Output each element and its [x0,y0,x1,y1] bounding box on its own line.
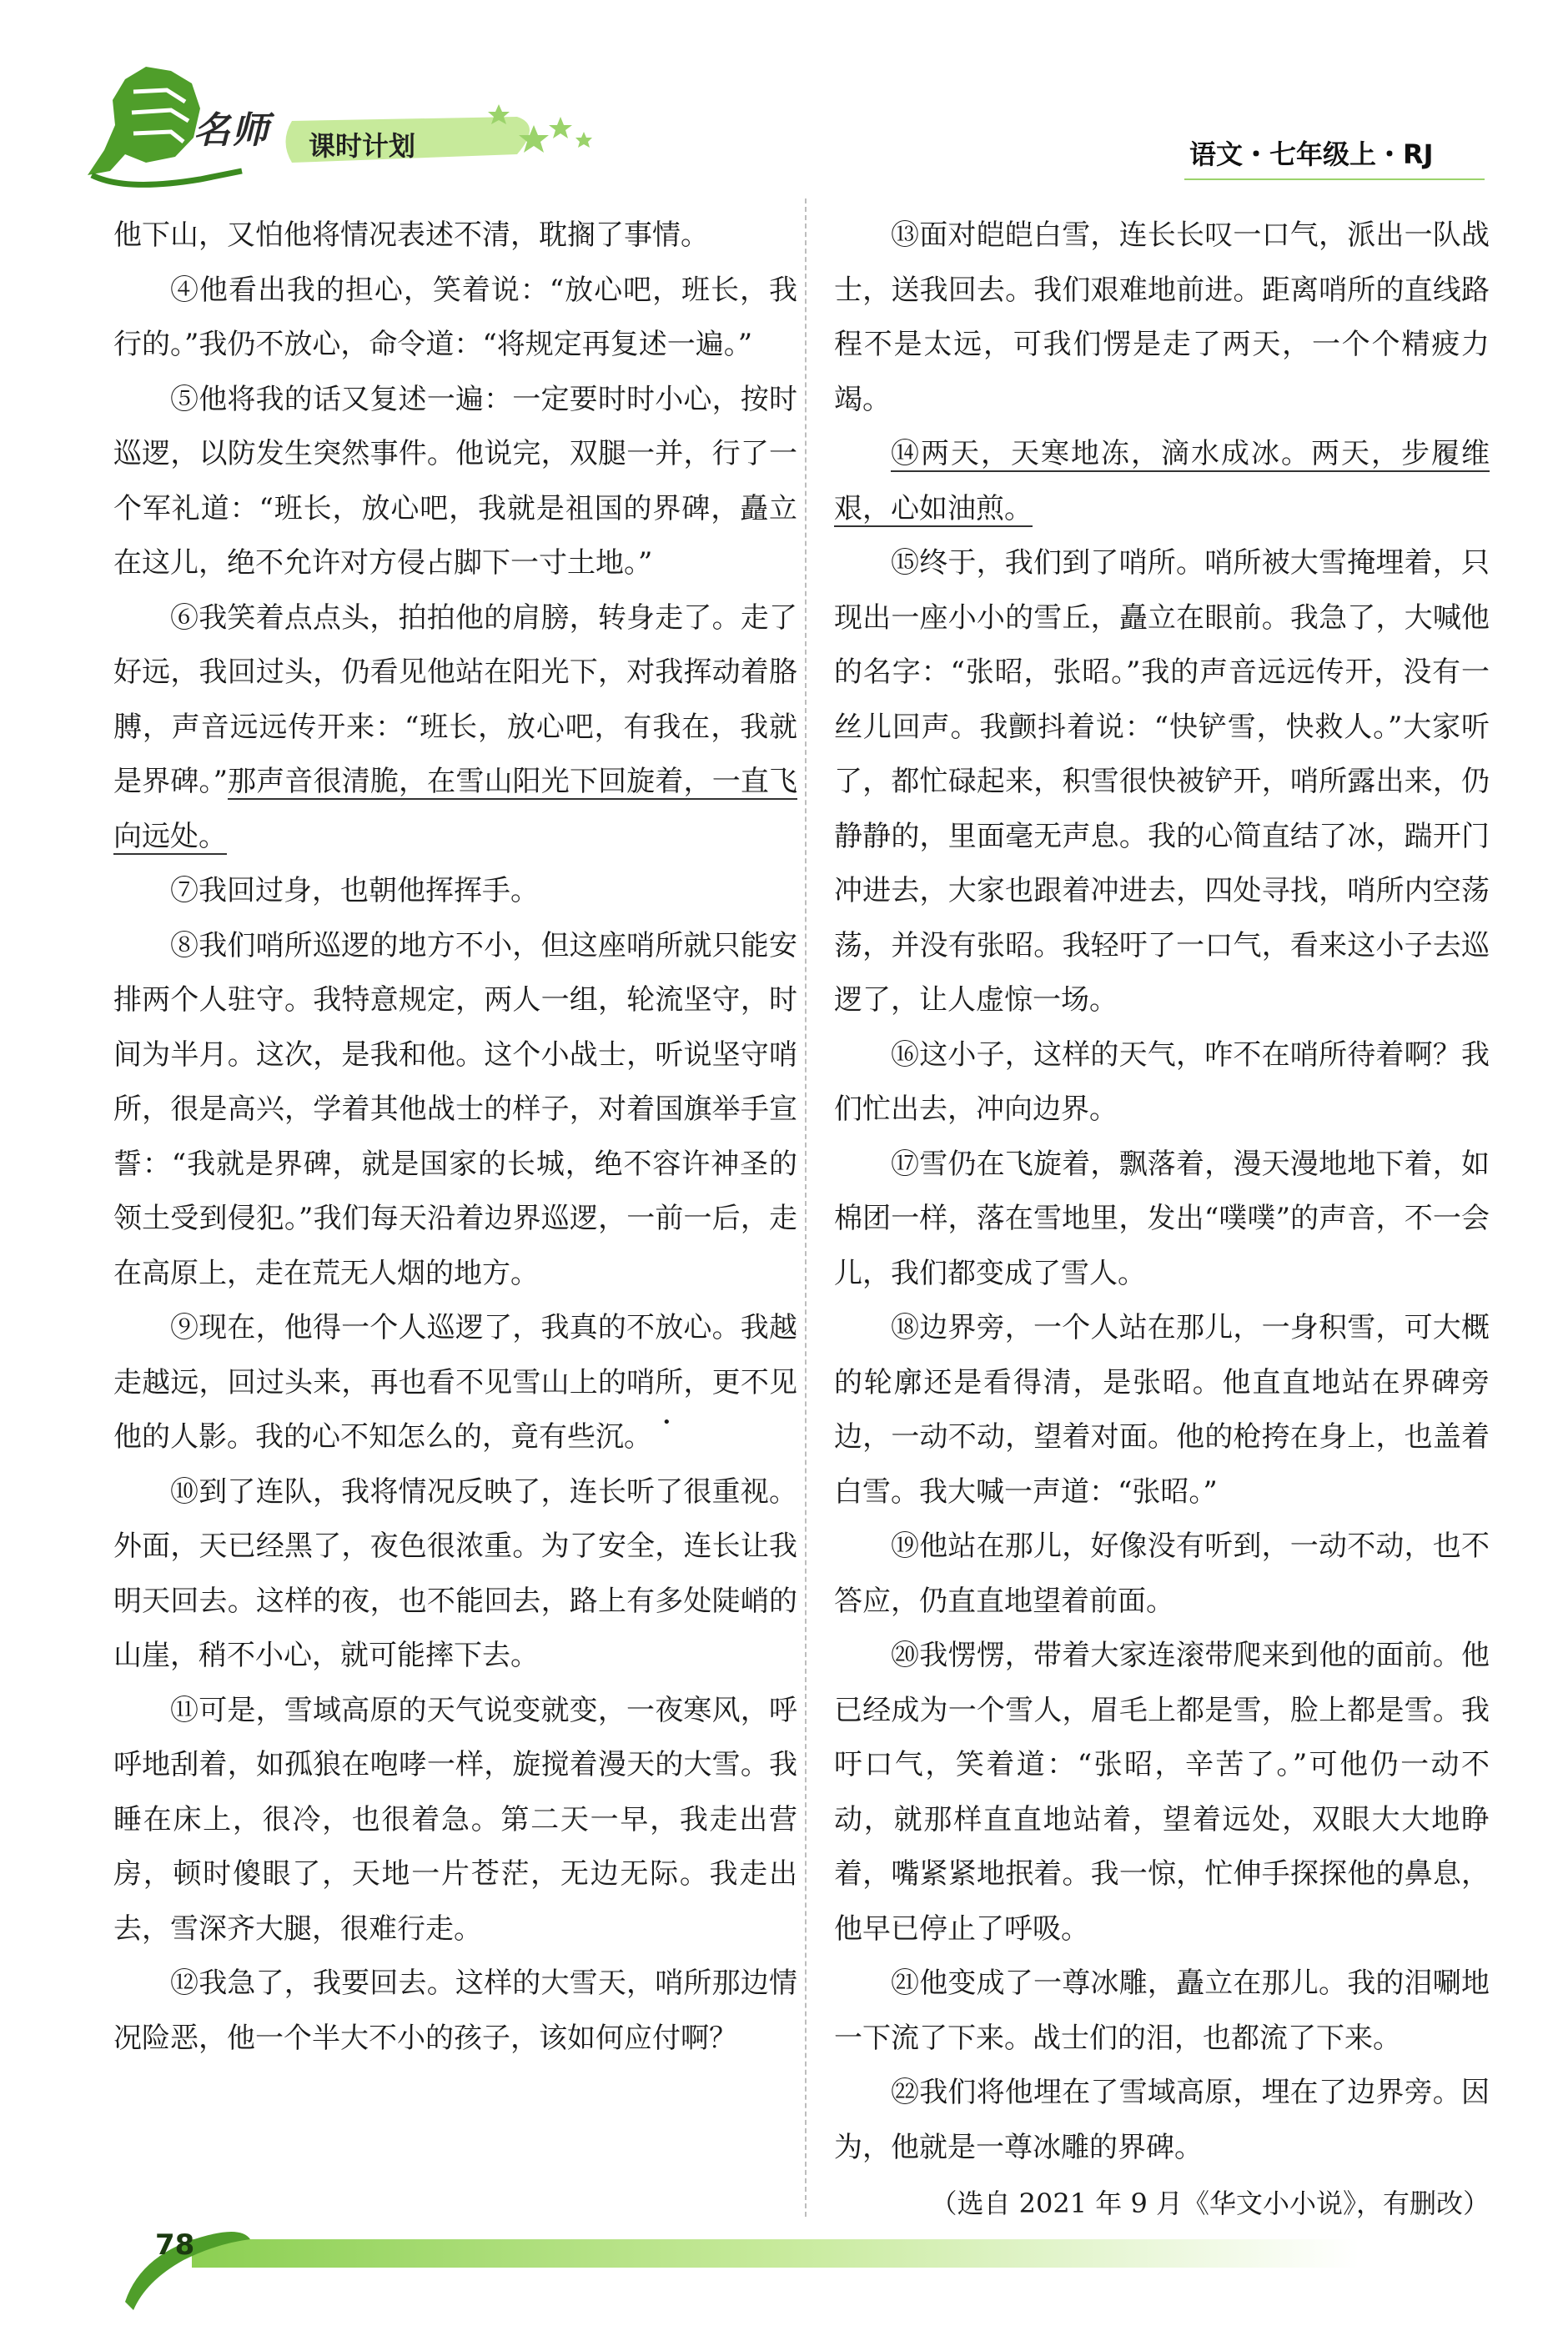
source-citation: （选自 2021 年 9 月《华文小小说》，有删改） [930,2188,1490,2219]
left-column [113,208,797,2066]
paragraph: ⑩到了连队，我将情况反映了，连长听了很重视。外面，天已经黑了，夜色很浓重。为了安全，连长让我明天回去。这样的夜，也不能回去，路上有多处陡峭的山崖，稍不小心，就可能摔下去。 [113,1474,797,1672]
paragraph [113,1301,797,1465]
paragraph: ⑳我愣愣，带着大家连滚带爬来到他的面前。他已经成为一个雪人，眉毛上都是雪，脸上都是雪。我吁口气，笑着道：“张昭，辛苦了。”可他仍一动不动，就那样直直地站着，望着远处，双眼大大地睁着，嘴紧紧地抿着。我一惊，忙伸手探探他的鼻息，他早已停止了呼吸。 [834,1639,1490,1946]
paragraph: ⑤他将我的话又复述一遍：一定要时时小心，按时巡逻，以防发生突然事件。他说完，双腿一并，行了一个军礼道：“班长，放心吧，我就是祖国的界碑，矗立在这儿，绝不允许对方侵占脚下一寸土地。” [113,382,797,580]
paragraph: ⑰雪仍在飞旋着，飘落着，漫天漫地地下着，如棉团一样，落在雪地里，发出“噗噗”的声音，不一会儿，我们都变成了雪人。 [834,1147,1490,1290]
column-divider [805,198,807,2217]
paragraph: ⑮终于，我们到了哨所。哨所被大雪掩埋着，只现出一座小小的雪丘，矗立在眼前。我急了，大喊他的名字：“张昭，张昭。”我的声音远远传开，没有一丝儿回声。我颤抖着说：“快铲雪，快救人。”大家听了，都忙碌起来，积雪很快被铲开，哨所露出来，仍静静的，里面毫无声息。我的心简直结了冰，踹开门冲进去，大家也跟着冲进去，四处寻找，哨所内空荡荡，并没有张昭。我轻吁了一口气，看来这小子去巡逻了，让人虚惊一场。 [834,546,1490,1017]
paragraph: ⑪可是，雪域高原的天气说变就变，一夜寒风，呼呼地刮着，如孤狼在咆哮一样，旋搅着漫天的大雪。我睡在床上，很冷，也很着急。第二天一早，我走出营房，顿时傻眼了，天地一片苍茫，无边无际。我走出去，雪深齐大腿，很难行走。 [113,1693,797,1946]
paragraph: ⑦我回过身，也朝他挥挥手。 [170,874,539,907]
page-header [0,0,1568,192]
paragraph: ⑧我们哨所巡逻的地方不小，但这座哨所就只能安排两个人驻守。我特意规定，两人一组，轮流坚守，时间为半月。这次，是我和他。这个小战士，听说坚守哨所，很是高兴，学着其他战士的样子，对着国旗举手宣誓：“我就是界碑，就是国家的长城，绝不容许神圣的领土受到侵犯。”我们每天沿着边界巡逻，一前一后，走在高原上，走在荒无人烟的地方。 [113,928,797,1290]
page-number: 78 [155,2228,195,2262]
paragraph: ⑯这小子，这样的天气，咋不在哨所待着啊？我们忙出去，冲向边界。 [834,1037,1490,1126]
underlined-sentence: ⑭两天，天寒地冻，滴水成冰。两天，步履维艰，心如油煎。 [834,437,1490,525]
paragraph-text: ⑥我笑着点点头，拍拍他的肩膀，转身走了。走了好远，我回过头，仍看见他站在阳光下，对我挥动着胳膊，声音远远传开来：“班长，放心吧，有我在，我就是界碑。” [113,600,797,798]
paragraph: ⑱边界旁，一个人站在那儿，一身积雪，可大概的轮廓还是看得清，是张昭。他直直地站在界碑旁边，一动不动，望着对面。他的枪挎在身上，也盖着白雪。我大喊一声道：“张昭。” [834,1311,1490,1509]
header-rule [1184,178,1485,180]
paragraph: ⑬面对皑皑白雪，连长长叹一口气，派出一队战士，送我回去。我们艰难地前进。距离哨所的直线路程不是太远，可我们愣是走了两天，一个个精疲力竭。 [834,219,1490,416]
emphasis-dot-char: 沉 • [596,1420,624,1454]
paragraph: ④他看出我的担心，笑着说：“放心吧，班长，我行的。”我仍不放心，命令道：“将规定再复述一遍。” [113,273,797,361]
page-footer [0,2202,1568,2338]
underlined-sentence: 那声音很清脆，在雪山阳光下回旋着，一直飞向远处。 [113,765,797,853]
paragraph: ㉒我们将他埋在了雪域高原，埋在了边界旁。因为，他就是一尊冰雕的界碑。 [834,2076,1490,2164]
brand-logo-text: 名师 [193,109,270,152]
paragraph-text: ⑨现在，他得一个人巡逻了，我真的不放心。我越走越远，回过头来，再也看不见雪山上的哨所，更不见他的人影。我的心不知怎么的，竟有些 [113,1311,797,1454]
paragraph: ㉑他变成了一尊冰雕，矗立在那儿。我的泪唰地一下流了下来。战士们的泪，也都流了下来。 [834,1967,1490,2055]
paragraph [834,427,1490,536]
footer-decoration [0,2202,1568,2338]
subject-grade-label: 语文・七年级上・RJ [1189,138,1434,170]
paragraph: 他下山，又怕他将情况表述不清，耽搁了事情。 [113,219,709,252]
right-column [834,208,1490,2232]
paragraph-end: 。 [624,1420,652,1454]
plan-label: 课时计划 [309,130,416,162]
paragraph: ⑲他站在那儿，好像没有听到，一动不动，也不答应，仍直直地望着前面。 [834,1530,1490,1618]
paragraph [113,591,797,865]
footer-bar [192,2239,1359,2268]
paragraph: ⑫我急了，我要回去。这样的大雪天，哨所那边情况险恶，他一个半大不小的孩子，该如何应付啊？ [113,1967,797,2055]
